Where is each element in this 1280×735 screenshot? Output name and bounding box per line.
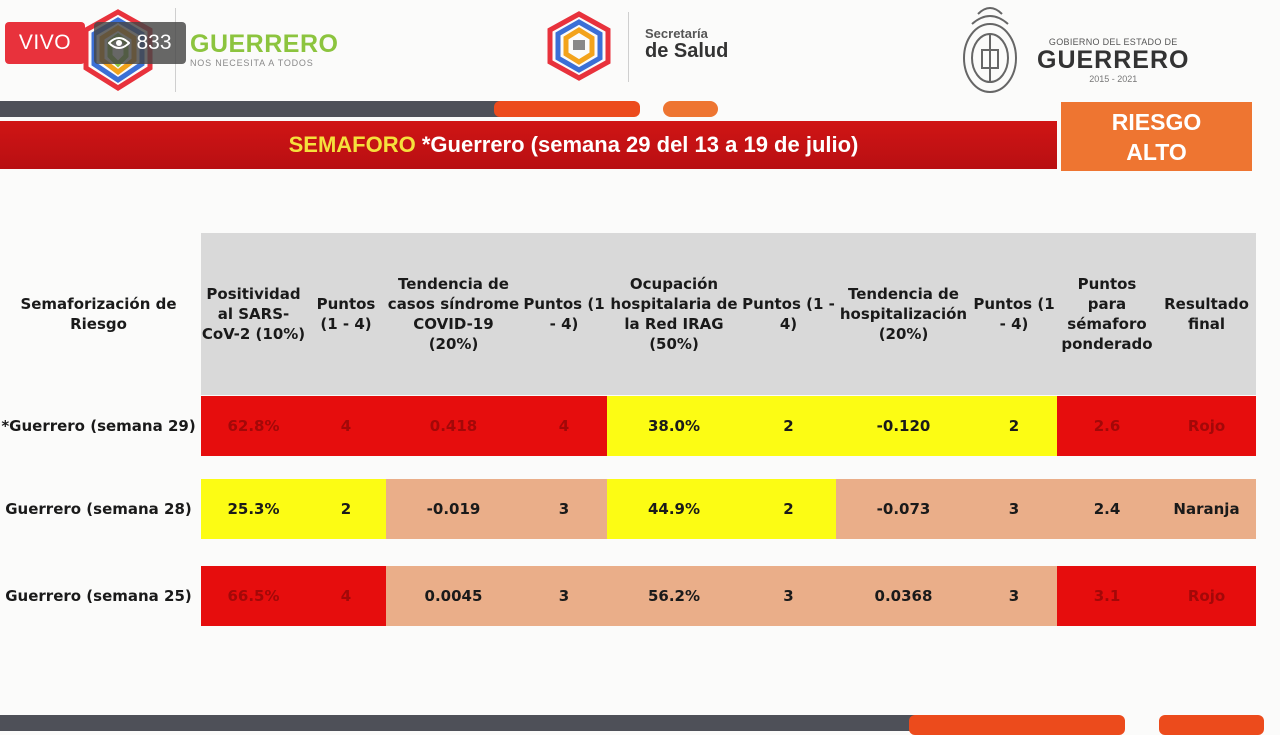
viewer-count-badge xyxy=(94,22,186,64)
risk-line2: ALTO xyxy=(1126,138,1187,165)
table-cell: Rojo xyxy=(1157,566,1256,626)
table-cell: 62.8% xyxy=(201,396,306,456)
risk-level-box xyxy=(1061,102,1252,171)
secretaria-logo xyxy=(645,26,728,63)
guerrero-logo xyxy=(190,30,338,68)
banner-subtitle: *Guerrero (semana 29 del 13 a 19 de julio) xyxy=(415,132,859,157)
bottom-stripe-dark xyxy=(0,715,915,731)
top-stripe-orange xyxy=(663,101,718,117)
table-cell: 2.6 xyxy=(1057,396,1157,456)
header-cell: Puntos (1 - 4) xyxy=(316,295,376,333)
table-cell: 4 xyxy=(306,396,386,456)
gobierno-years: 2015 - 2021 xyxy=(1089,74,1138,84)
row-label: Guerrero (semana 25) xyxy=(5,587,192,605)
table-cell: -0.019 xyxy=(386,479,521,539)
table-cell: 38.0% xyxy=(607,396,741,456)
table-cell: 3.1 xyxy=(1057,566,1157,626)
gobierno-line1: GOBIERNO DEL ESTADO DE xyxy=(1048,37,1178,47)
table-cell: 66.5% xyxy=(201,566,306,626)
table-cell: 44.9% xyxy=(607,479,741,539)
header-cell: Tendencia de hospitalización (20%) xyxy=(839,285,968,343)
table-cell: 2 xyxy=(306,479,386,539)
secretaria-emblem-icon xyxy=(544,10,614,82)
table-cell: 3 xyxy=(521,566,607,626)
bottom-stripe-red-2 xyxy=(1159,715,1264,735)
table-cell: 56.2% xyxy=(607,566,741,626)
table-cell: 4 xyxy=(521,396,607,456)
table-cell: 2.4 xyxy=(1057,479,1157,539)
table-cell: 25.3% xyxy=(201,479,306,539)
bottom-stripe-red xyxy=(909,715,1125,735)
table-cell: -0.073 xyxy=(836,479,971,539)
live-badge xyxy=(5,22,85,64)
table-cell: 3 xyxy=(521,479,607,539)
row-label: Guerrero (semana 28) xyxy=(5,500,192,518)
table-cell: Naranja xyxy=(1157,479,1256,539)
eye-icon xyxy=(108,36,130,50)
header-cell: Resultado final xyxy=(1164,295,1249,333)
table-cell: 4 xyxy=(306,566,386,626)
table-cell: 3 xyxy=(971,479,1057,539)
table-cell: 3 xyxy=(741,566,836,626)
header-cell: Tendencia de casos síndrome COVID-19 (20%) xyxy=(387,275,520,353)
header-cell: Puntos (1 - 4) xyxy=(973,295,1055,333)
row-label: *Guerrero (semana 29) xyxy=(1,417,196,435)
secretaria-divider xyxy=(628,12,629,82)
table-cell: -0.120 xyxy=(836,396,971,456)
table-cell: 3 xyxy=(971,566,1057,626)
table-cell: 0.418 xyxy=(386,396,521,456)
table-cell: 0.0045 xyxy=(386,566,521,626)
gobierno-line2: GUERRERO xyxy=(1037,46,1190,74)
guerrero-logo-tagline: NOS NECESITA A TODOS xyxy=(190,58,314,68)
live-label: VIVO xyxy=(18,31,72,54)
header-cell: Positividad al SARS-CoV-2 (10%) xyxy=(201,285,306,343)
header-cell: Puntos para sémaforo ponderado xyxy=(1061,275,1153,353)
state-seal-icon xyxy=(958,2,1022,96)
header-cell: Puntos (1 - 4) xyxy=(742,295,835,333)
header-cell: Ocupación hospitalaria de la Red IRAG (50%) xyxy=(610,275,738,353)
table-cell: 2 xyxy=(971,396,1057,456)
header-cell: Semaforización de Riesgo xyxy=(20,295,177,333)
gobierno-logo xyxy=(1037,37,1189,84)
table-cell: 2 xyxy=(741,479,836,539)
header-cell: Puntos (1 - 4) xyxy=(523,295,605,333)
top-stripe-dark xyxy=(0,101,500,117)
secretaria-line2: de Salud xyxy=(645,40,729,62)
viewer-count: 833 xyxy=(136,31,172,54)
banner-highlight: SEMAFORO xyxy=(288,132,416,157)
table-cell: Rojo xyxy=(1157,396,1256,456)
top-stripe-red xyxy=(494,101,640,117)
table-cell: 2 xyxy=(741,396,836,456)
semaforo-banner xyxy=(0,121,1057,169)
banner-title xyxy=(289,132,859,158)
table-cell: 0.0368 xyxy=(836,566,971,626)
secretaria-line1: Secretaría xyxy=(645,26,708,41)
risk-line1: RIESGO xyxy=(1111,108,1202,135)
guerrero-logo-name: GUERRERO xyxy=(190,30,339,58)
